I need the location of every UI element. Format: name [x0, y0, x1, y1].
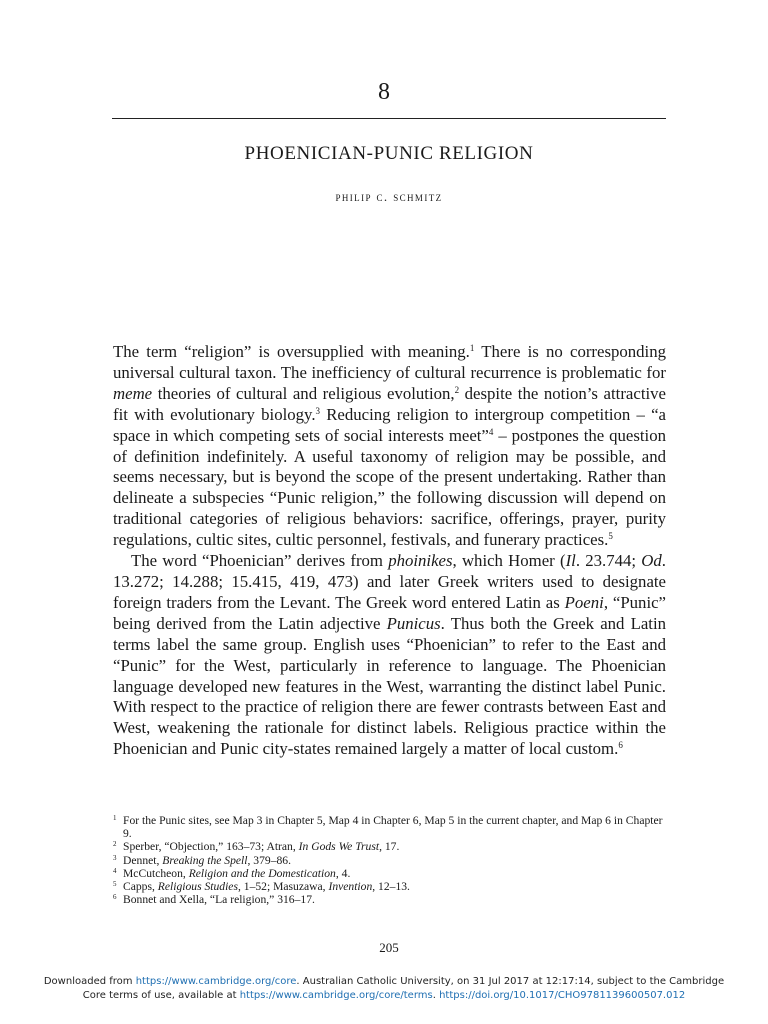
paragraph-text: , “Punic” being derived from the Latin adjective — [113, 592, 667, 633]
chapter-rule — [112, 118, 666, 119]
footnote-text: , 379–86. — [247, 853, 291, 867]
footnote-text: Dennet, — [123, 853, 163, 867]
paragraph-text: Reducing religion to intergroup competition – “a space in which competing sets of social interests meet” — [113, 404, 666, 445]
footnote-mark: 4 — [113, 866, 117, 875]
chapter-title: PHOENICIAN-PUNIC RELIGION — [244, 143, 534, 164]
footnote-text: , 17. — [379, 840, 400, 854]
footnote-mark: 1 — [113, 814, 117, 822]
terms-link[interactable]: https://www.cambridge.org/core/terms — [239, 990, 433, 1001]
footnote-5 — [113, 880, 666, 893]
paragraph-2 — [113, 551, 666, 760]
paragraph-text: theories of cultural and religious evolution, — [152, 383, 455, 403]
footnote-title: Religious Studies — [157, 880, 238, 894]
paragraph-text: despite the notion’s attractive fit with evolutionary biology. — [113, 383, 666, 424]
notice-text: Core terms of use, available at — [82, 990, 240, 1001]
footnote-title: Religion and the Domestication — [188, 866, 336, 880]
footnote-text: For the Punic sites, see Map 3 in Chapter 5, Map 4 in Chapter 6, Map 5 in the current chapter, and Map 6 in Chapter 9. — [123, 814, 663, 841]
footnote-mark: 5 — [113, 880, 117, 889]
doi-link[interactable]: https://doi.org/10.1017/CHO9781139600507.012 — [439, 990, 686, 1001]
footnote-4 — [113, 867, 666, 880]
footnote-title: Invention — [328, 880, 373, 894]
footnote-ref[interactable]: 3 — [315, 405, 321, 416]
download-line-2 — [0, 989, 768, 1003]
italic-term: Punicus — [386, 613, 441, 633]
footnote-mark: 3 — [113, 853, 117, 862]
cambridge-core-link[interactable]: https://www.cambridge.org/core — [135, 976, 297, 987]
footnotes — [113, 814, 666, 906]
paragraph-text: . 13.272; 14.288; 15.415, 419, 473) and later Greek writers used to designate foreign traders from the Levant. The Greek word entered Latin as — [113, 551, 666, 612]
footnote-text: McCutcheon, — [123, 866, 189, 880]
paragraph-text: . 23.744; — [575, 551, 642, 571]
chapter-number: 8 — [378, 79, 390, 105]
footnote-text: Bonnet and Xella, “La religion,” 316–17. — [123, 893, 315, 907]
notice-text: . Australian Catholic University, on 31 Jul 2017 at 12:17:14, subject to the Cambridge — [296, 976, 725, 987]
footnote-ref[interactable]: 2 — [454, 384, 460, 395]
italic-term: meme — [113, 383, 153, 403]
italic-term: Od — [641, 551, 662, 571]
footnote-title: In Gods We Trust — [298, 840, 380, 854]
footnote-ref[interactable]: 4 — [488, 426, 494, 437]
notice-text: Downloaded from — [43, 976, 136, 987]
paragraph-text: – postpones the question of definition indefinitely. A useful taxonomy of religion may be possible, and seems necessary, but is beyond the scope of the present undertaking. Rather than delineate a subspecies “Punic religion,” the following discussion will depend on traditional categories of religious behaviors: sacrifice, offerings, prayer, purity regulations, cultic sites, cultic personnel, festivals, and funerary practices. — [113, 425, 666, 550]
chapter-author: philip c. schmitz — [335, 189, 443, 204]
footnote-text: , 1–52; Masuzawa, — [237, 880, 329, 894]
paragraph-text: The word “Phoenician” derives from — [131, 551, 389, 571]
footnote-text: Sperber, “Objection,” 163–73; Atran, — [123, 840, 299, 854]
download-line-1 — [0, 975, 768, 989]
footnote-2 — [113, 840, 666, 853]
footnote-ref[interactable]: 1 — [469, 343, 475, 353]
footnote-ref[interactable]: 6 — [618, 740, 623, 751]
body-text — [113, 342, 666, 760]
italic-term: Poeni — [564, 592, 604, 612]
download-notice — [0, 975, 768, 1003]
footnote-text: Capps, — [123, 880, 158, 894]
paragraph-1 — [113, 342, 666, 551]
notice-text: . — [432, 990, 440, 1001]
italic-term: phoinikes — [388, 551, 453, 571]
footnote-1 — [113, 814, 666, 840]
paragraph-text: The term “religion” is oversupplied with meaning. — [113, 342, 470, 361]
paragraph-text: , which Homer ( — [452, 551, 566, 571]
paragraph-text: There is no corresponding universal cultural taxon. The inefficiency of cultural recurrence is problematic for — [113, 342, 666, 382]
footnote-text: , 4. — [335, 866, 351, 880]
footnote-6 — [113, 893, 666, 906]
footnote-3 — [113, 854, 666, 867]
page-number: 205 — [379, 940, 399, 955]
paragraph-text: . Thus both the Greek and Latin terms label the same group. English uses “Phoenician” to refer to the East and “Punic” for the West, particularly in reference to language. The Phoenician language developed new features in the West, warranting the distinct label Punic. With respect to the practice of religion there are fewer contrasts between East and West, weakening the rationale for distinct labels. Religious practice within the Phoenician and Punic city-states remained largely a matter of local custom. — [113, 613, 666, 759]
footnote-ref[interactable]: 5 — [608, 531, 613, 542]
footnote-mark: 6 — [113, 893, 117, 902]
italic-term: Il — [565, 551, 576, 571]
footnote-mark: 2 — [113, 840, 117, 849]
footnote-text: , 12–13. — [372, 880, 410, 894]
footnote-title: Breaking the Spell — [162, 853, 248, 867]
